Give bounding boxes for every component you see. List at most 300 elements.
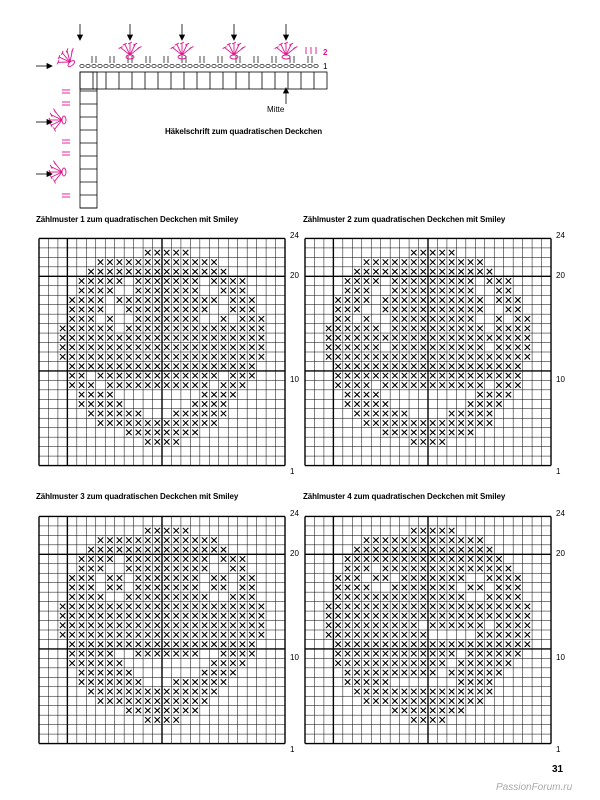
filled-cell [449, 537, 454, 542]
filled-cell [392, 547, 397, 552]
filled-cell [79, 363, 84, 368]
filled-cell [211, 641, 216, 646]
filled-cell [373, 613, 378, 618]
filled-cell [364, 401, 369, 406]
filled-cell [439, 382, 444, 387]
filled-cell [230, 613, 235, 618]
filled-cell [173, 373, 178, 378]
filled-cell [98, 556, 103, 561]
filled-cell [107, 382, 112, 387]
filled-cell [458, 259, 463, 264]
filled-cell [164, 717, 169, 722]
filled-cell [126, 269, 131, 274]
filled-cell [107, 604, 112, 609]
filled-cell [202, 641, 207, 646]
filled-cell [468, 259, 473, 264]
filled-cell [164, 326, 169, 331]
filled-cell [136, 641, 141, 646]
chart-1-grid [38, 228, 286, 476]
filled-cell [98, 307, 103, 312]
filled-cell [458, 316, 463, 321]
filled-cell [373, 594, 378, 599]
filled-cell [402, 363, 407, 368]
filled-cell [155, 335, 160, 340]
filled-cell [88, 288, 93, 293]
filled-cell [145, 297, 150, 302]
filled-cell [430, 575, 435, 580]
filled-cell [79, 641, 84, 646]
filled-cell [477, 698, 482, 703]
filled-cell [88, 392, 93, 397]
filled-cell [183, 430, 188, 435]
filled-cell [477, 354, 482, 359]
chain-stitch [194, 65, 198, 68]
filled-cell [117, 670, 122, 675]
filled-cell [515, 354, 520, 359]
filled-cell [88, 269, 93, 274]
filled-cell [221, 363, 226, 368]
filled-cell [430, 430, 435, 435]
filled-cell [117, 259, 122, 264]
filled-cell [183, 345, 188, 350]
filled-cell [240, 354, 245, 359]
filled-cell [88, 354, 93, 359]
filled-cell [107, 623, 112, 628]
filled-cell [240, 556, 245, 561]
filled-cell [202, 335, 207, 340]
filled-cell [487, 269, 492, 274]
filled-cell [230, 556, 235, 561]
filled-cell [354, 335, 359, 340]
filled-cell [249, 335, 254, 340]
filled-cell [259, 345, 264, 350]
filled-cell [411, 708, 416, 713]
filled-cell [364, 354, 369, 359]
chain-stitch [254, 65, 258, 68]
filled-cell [230, 566, 235, 571]
filled-cell [373, 363, 378, 368]
filled-cell [221, 335, 226, 340]
chart-4-row-1: 1 [556, 745, 561, 754]
filled-cell [515, 345, 520, 350]
filled-cell [345, 660, 350, 665]
filled-cell [69, 585, 74, 590]
filled-cell [240, 316, 245, 321]
filled-cell [183, 259, 188, 264]
filled-cell [373, 354, 378, 359]
filled-cell [496, 613, 501, 618]
filled-cell [487, 613, 492, 618]
filled-cell [430, 297, 435, 302]
filled-cell [392, 670, 397, 675]
filled-cell [79, 401, 84, 406]
filled-cell [145, 373, 150, 378]
filled-cell [221, 345, 226, 350]
chain-stitch [86, 65, 90, 68]
filled-cell [439, 623, 444, 628]
filled-cell [211, 660, 216, 665]
filled-cell [335, 316, 340, 321]
filled-cell [515, 382, 520, 387]
filled-cell [468, 278, 473, 283]
filled-cell [126, 382, 131, 387]
filled-cell [155, 439, 160, 444]
filled-cell [515, 594, 520, 599]
filled-cell [345, 585, 350, 590]
filled-cell [221, 679, 226, 684]
filled-cell [449, 547, 454, 552]
filled-cell [354, 641, 359, 646]
filled-cell [477, 632, 482, 637]
filled-cell [60, 354, 65, 359]
filled-cell [421, 373, 426, 378]
filled-cell [202, 547, 207, 552]
filled-cell [515, 373, 520, 378]
filled-cell [477, 401, 482, 406]
filled-cell [383, 363, 388, 368]
filled-cell [88, 547, 93, 552]
filled-cell [155, 363, 160, 368]
filled-cell [364, 326, 369, 331]
filled-cell [145, 307, 150, 312]
filled-cell [373, 689, 378, 694]
filled-cell [411, 307, 416, 312]
filled-cell [211, 670, 216, 675]
filled-cell [136, 373, 141, 378]
chart-4-grid [304, 506, 552, 754]
filled-cell [126, 594, 131, 599]
filled-cell [411, 660, 416, 665]
filled-cell [164, 528, 169, 533]
chart-2-row-20: 20 [556, 271, 565, 280]
filled-cell [107, 316, 112, 321]
filled-cell [383, 537, 388, 542]
filled-cell [202, 345, 207, 350]
filled-cell [392, 585, 397, 590]
filled-cell [173, 556, 178, 561]
filled-cell [430, 363, 435, 368]
filled-cell [136, 698, 141, 703]
filled-cell [421, 269, 426, 274]
filled-cell [383, 566, 388, 571]
filled-cell [335, 641, 340, 646]
filled-cell [155, 717, 160, 722]
filled-cell [155, 345, 160, 350]
chart-1-row-20: 20 [290, 271, 299, 280]
filled-cell [211, 632, 216, 637]
filled-cell [354, 411, 359, 416]
diagram-stitches [49, 42, 318, 197]
filled-cell [136, 382, 141, 387]
filled-cell [145, 641, 150, 646]
filled-cell [430, 689, 435, 694]
filled-cell [468, 698, 473, 703]
filled-cell [192, 566, 197, 571]
filled-cell [458, 335, 463, 340]
filled-cell [392, 345, 397, 350]
filled-cell [173, 288, 178, 293]
filled-cell [515, 585, 520, 590]
filled-cell [383, 307, 388, 312]
filled-cell [439, 250, 444, 255]
filled-cell [221, 354, 226, 359]
chart-3-title: Zählmuster 3 zum quadratischen Deckchen mit Smiley [36, 492, 239, 501]
filled-cell [79, 679, 84, 684]
filled-cell [211, 689, 216, 694]
filled-cell [373, 335, 378, 340]
filled-cell [164, 604, 169, 609]
filled-cell [439, 354, 444, 359]
filled-cell [364, 259, 369, 264]
filled-cell [173, 250, 178, 255]
filled-cell [88, 604, 93, 609]
filled-cell [326, 354, 331, 359]
filled-cell [145, 420, 150, 425]
filled-cell [449, 613, 454, 618]
filled-cell [211, 623, 216, 628]
filled-cell [145, 278, 150, 283]
filled-cell [326, 613, 331, 618]
filled-cell [402, 632, 407, 637]
filled-cell [468, 613, 473, 618]
filled-cell [202, 670, 207, 675]
filled-cell [107, 660, 112, 665]
filled-cell [240, 345, 245, 350]
filled-cell [411, 297, 416, 302]
filled-cell [458, 307, 463, 312]
filled-cell [439, 259, 444, 264]
filled-cell [515, 575, 520, 580]
filled-cell [211, 297, 216, 302]
filled-cell [249, 326, 254, 331]
filled-cell [421, 307, 426, 312]
filled-cell [430, 326, 435, 331]
filled-cell [345, 566, 350, 571]
filled-cell [354, 594, 359, 599]
filled-cell [240, 297, 245, 302]
filled-cell [487, 575, 492, 580]
filled-cell [468, 345, 473, 350]
filled-cell [183, 288, 188, 293]
filled-cell [155, 537, 160, 542]
chart-2-title: Zählmuster 2 zum quadratischen Deckchen mit Smiley [303, 215, 506, 224]
filled-cell [506, 307, 511, 312]
filled-cell [402, 297, 407, 302]
filled-cell [107, 401, 112, 406]
filled-cell [430, 420, 435, 425]
filled-cell [183, 651, 188, 656]
filled-cell [421, 528, 426, 533]
filled-cell [126, 345, 131, 350]
filled-cell [506, 278, 511, 283]
filled-cell [430, 698, 435, 703]
filled-cell [98, 269, 103, 274]
filled-cell [354, 670, 359, 675]
filled-cell [88, 651, 93, 656]
filled-cell [411, 439, 416, 444]
filled-cell [345, 632, 350, 637]
filled-cell [411, 632, 416, 637]
filled-cell [117, 604, 122, 609]
filled-cell [155, 420, 160, 425]
filled-cell [211, 259, 216, 264]
filled-cell [525, 641, 530, 646]
filled-cell [211, 604, 216, 609]
filled-cell [164, 382, 169, 387]
filled-cell [364, 689, 369, 694]
filled-cell [183, 698, 188, 703]
filled-cell [69, 335, 74, 340]
filled-cell [506, 345, 511, 350]
filled-cell [173, 689, 178, 694]
filled-cell [60, 623, 65, 628]
filled-cell [477, 420, 482, 425]
filled-cell [240, 604, 245, 609]
filled-cell [449, 641, 454, 646]
filled-cell [392, 259, 397, 264]
filled-cell [449, 566, 454, 571]
filled-cell [117, 269, 122, 274]
filled-cell [98, 623, 103, 628]
filled-cell [192, 632, 197, 637]
arrow-head [47, 64, 52, 69]
filled-cell [506, 651, 511, 656]
filled-cell [525, 335, 530, 340]
filled-cell [107, 575, 112, 580]
filled-cell [477, 307, 482, 312]
filled-cell [173, 537, 178, 542]
filled-cell [430, 345, 435, 350]
filled-cell [487, 632, 492, 637]
filled-cell [411, 641, 416, 646]
filled-cell [392, 613, 397, 618]
filled-cell [155, 373, 160, 378]
filled-cell [392, 632, 397, 637]
filled-cell [468, 585, 473, 590]
filled-cell [155, 326, 160, 331]
filled-cell [392, 420, 397, 425]
filled-cell [192, 316, 197, 321]
filled-cell [468, 689, 473, 694]
chain-stitch [290, 65, 294, 68]
filled-cell [354, 547, 359, 552]
filled-cell [383, 411, 388, 416]
filled-cell [430, 708, 435, 713]
filled-cell [155, 594, 160, 599]
filled-cell [145, 575, 150, 580]
filled-cell [458, 575, 463, 580]
filled-cell [126, 335, 131, 340]
filled-cell [421, 689, 426, 694]
filled-cell [230, 632, 235, 637]
filled-cell [117, 575, 122, 580]
filled-cell [477, 335, 482, 340]
filled-cell [496, 594, 501, 599]
filled-cell [240, 575, 245, 580]
filled-cell [164, 632, 169, 637]
filled-cell [69, 594, 74, 599]
filled-cell [259, 613, 264, 618]
filled-cell [126, 613, 131, 618]
chart-2-row-24: 24 [556, 231, 565, 240]
filled-cell [383, 556, 388, 561]
filled-cell [326, 326, 331, 331]
filled-cell [79, 297, 84, 302]
filled-cell [107, 689, 112, 694]
filled-cell [164, 373, 169, 378]
filled-cell [136, 326, 141, 331]
chain-stitch [200, 65, 204, 68]
filled-cell [468, 556, 473, 561]
filled-cell [439, 316, 444, 321]
filled-cell [439, 430, 444, 435]
filled-cell [221, 326, 226, 331]
filled-cell [183, 566, 188, 571]
filled-cell [383, 297, 388, 302]
filled-cell [202, 382, 207, 387]
filled-cell [126, 556, 131, 561]
filled-cell [173, 594, 178, 599]
filled-cell [439, 297, 444, 302]
filled-cell [458, 670, 463, 675]
filled-cell [155, 566, 160, 571]
filled-cell [202, 326, 207, 331]
filled-cell [421, 641, 426, 646]
chain-stitch [236, 65, 240, 68]
filled-cell [468, 269, 473, 274]
filled-cell [173, 679, 178, 684]
filled-cell [98, 566, 103, 571]
filled-cell [354, 278, 359, 283]
filled-cell [230, 641, 235, 646]
filled-cell [117, 345, 122, 350]
filled-cell [421, 670, 426, 675]
filled-cell [458, 698, 463, 703]
filled-cell [487, 689, 492, 694]
filled-cell [126, 547, 131, 552]
filled-cell [525, 613, 530, 618]
filled-cell [145, 345, 150, 350]
filled-cell [240, 373, 245, 378]
filled-cell [373, 604, 378, 609]
filled-cell [202, 698, 207, 703]
chain-stitch [296, 65, 300, 68]
filled-cell [173, 411, 178, 416]
filled-cell [439, 528, 444, 533]
filled-cell [98, 278, 103, 283]
filled-cell [173, 316, 178, 321]
filled-cell [155, 354, 160, 359]
filled-cell [192, 382, 197, 387]
chart-gridlines [305, 516, 551, 743]
filled-cell [477, 373, 482, 378]
filled-cell [98, 420, 103, 425]
filled-cell [335, 345, 340, 350]
filled-cell [183, 297, 188, 302]
filled-cell [126, 604, 131, 609]
filled-cell [145, 269, 150, 274]
filled-cell [69, 623, 74, 628]
crochet-diagram [0, 0, 600, 210]
filled-cell [430, 670, 435, 675]
filled-cell [364, 670, 369, 675]
filled-cell [430, 604, 435, 609]
filled-cell [202, 401, 207, 406]
filled-cell [496, 651, 501, 656]
filled-cell [439, 613, 444, 618]
filled-cell [383, 420, 388, 425]
filled-cell [173, 269, 178, 274]
